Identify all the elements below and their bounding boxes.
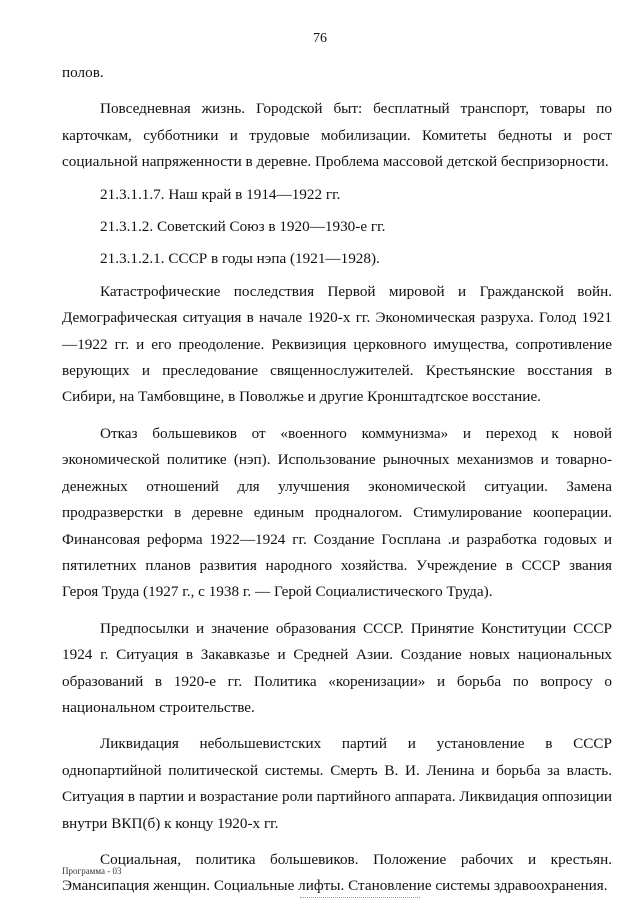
paragraph-ussr-formation: Предпосылки и значение образования СССР. Принятие Конституции СССР 1924 г. Ситуация в Закавказье и Средней Азии. Создание новых национальных образований в 1920-е гг. Политика «коренизации» и борьба по вопросу о национальном строительстве.	[62, 619, 612, 716]
paragraph-consequences: Катастрофические последствия Первой мировой и Гражданской войн. Демографическая ситуация в начале 1920-х гг. Экономическая разруха. Голод 1921—1922 гг. и его преодоление. Реквизиция церковного имущества, сопротивление верующих и преследование священнослужителей. Крестьянские восстания в Сибири, на Тамбовщине, в Поволжье и другие Кронштадтское восстание.	[62, 282, 612, 406]
footer-program-label: Программа - 03	[62, 866, 122, 876]
page-number: 76	[313, 31, 327, 46]
paragraph-daily-life: Повседневная жизнь. Городской быт: бесплатный транспорт, товары по карточкам, субботники и трудовые мобилизации. Комитеты бедноты и рост социальной напряженности в деревне. Проблема массовой детской беспризорности.	[62, 100, 612, 171]
section-heading-21-3-1-1-7: 21.3.1.1.7. Наш край в 1914—1922 гг.	[100, 185, 341, 203]
scan-artifact-divider	[300, 897, 420, 899]
paragraph-one-party-system: Ликвидация небольшевистских партий и установление в СССР однопартийной политической системы. Смерть В. И. Ленина и борьба за власть. Ситуация в партии и возрастание роли партийного аппарата. Ликвидация оппозиции внутри ВКП(б) к концу 1920-х гг.	[62, 735, 612, 832]
paragraph-continuation: полов.	[62, 64, 104, 81]
paragraph-nep: Отказ большевиков от «военного коммунизма» и переход к новой экономической политике (нэп). Использование рыночных механизмов и товарно-денежных отношений для улучшения экономической ситуации. Замена продразверстки в деревне единым продналогом. Стимулирование кооперации. Финансовая реформа 1922—1924 гг. Создание Госплана .и разработка годовых и пятилетних планов развития народного хозяйства. Учреждение в СССР звания Героя Труда (1927 г., с 1938 г. — Герой Социалистического Труда).	[62, 424, 612, 601]
section-heading-21-3-1-2: 21.3.1.2. Советский Союз в 1920—1930-е гг.	[100, 218, 386, 236]
document-body	[62, 60, 612, 900]
section-heading-21-3-1-2-1: 21.3.1.2.1. СССР в годы нэпа (1921—1928).	[100, 250, 380, 268]
paragraph-social-policy: Социальная, политика большевиков. Положение рабочих и крестьян. Эмансипация женщин. Социальные лифты. Становление системы здравоохранения.	[62, 850, 612, 895]
